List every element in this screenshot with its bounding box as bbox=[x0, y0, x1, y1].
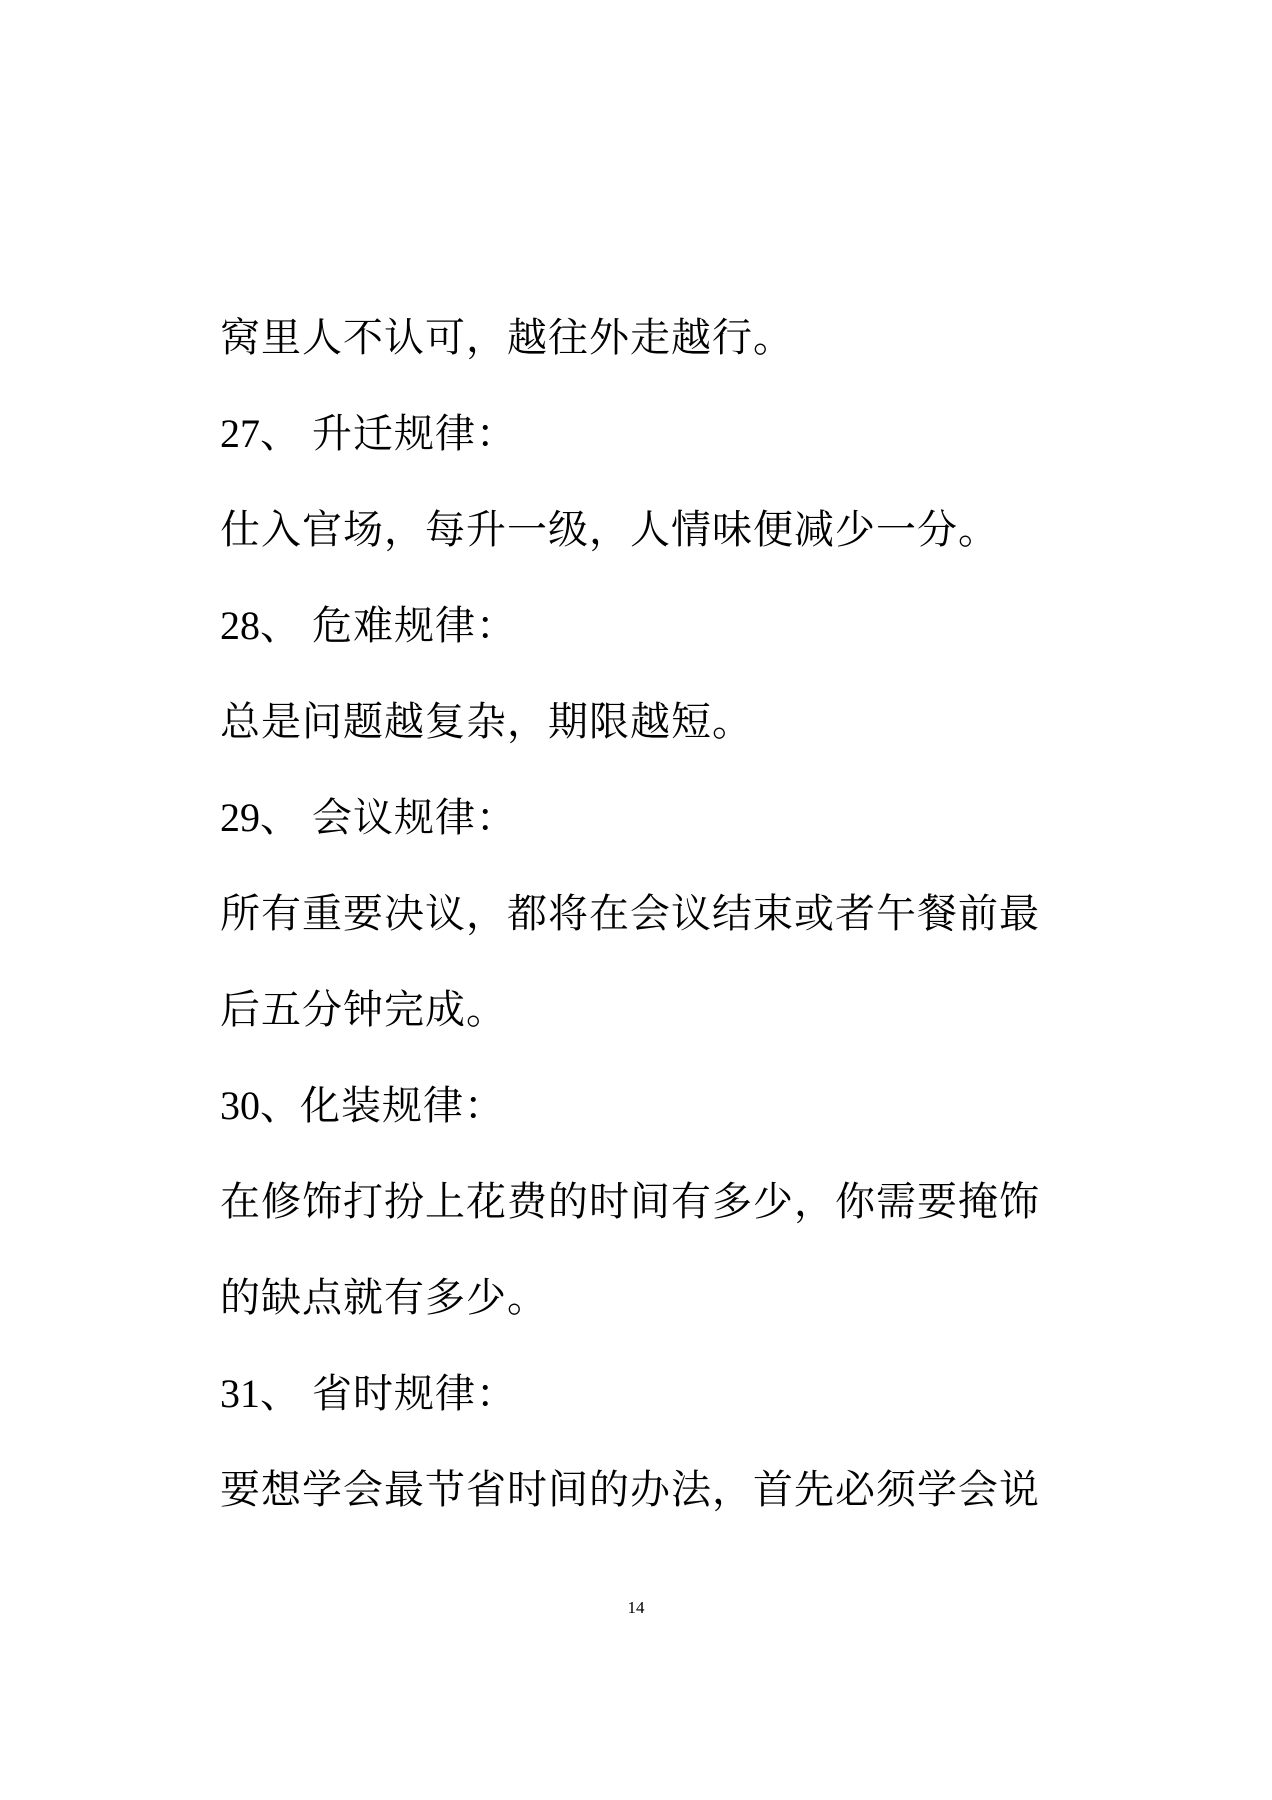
section-heading-27 bbox=[220, 386, 1080, 482]
section-title: 省时规律： bbox=[312, 1371, 517, 1417]
paragraph-line: 后五分钟完成。 bbox=[220, 987, 507, 1033]
section-title: 升迁规律： bbox=[312, 411, 517, 457]
section-title: 化装规律： bbox=[300, 1083, 505, 1129]
section-title: 危难规律： bbox=[312, 603, 517, 649]
section-number: 30 bbox=[220, 1083, 260, 1128]
page-number: 14 bbox=[627, 1598, 645, 1617]
paragraph-line: 要想学会最节省时间的办法，首先必须学会说 bbox=[220, 1467, 1040, 1513]
section-number: 27 bbox=[220, 411, 260, 456]
document-body bbox=[220, 290, 1080, 1538]
paragraph-line: 窝里人不认可，越往外走越行。 bbox=[220, 315, 794, 361]
paragraph-line: 总是问题越复杂，期限越短。 bbox=[220, 699, 753, 745]
section-separator: 、 bbox=[260, 411, 301, 457]
section-separator: 、 bbox=[260, 1083, 301, 1129]
paragraph-line: 所有重要决议，都将在会议结束或者午餐前最 bbox=[220, 891, 1040, 937]
section-title: 会议规律： bbox=[312, 795, 517, 841]
section-number: 28 bbox=[220, 603, 260, 648]
section-separator: 、 bbox=[260, 795, 301, 841]
section-number: 29 bbox=[220, 795, 260, 840]
section-separator: 、 bbox=[260, 1371, 301, 1417]
section-number: 31 bbox=[220, 1371, 260, 1416]
paragraph-line: 仕入官场，每升一级，人情味便减少一分。 bbox=[220, 507, 999, 553]
section-heading-28 bbox=[220, 578, 1080, 674]
paragraph-line: 在修饰打扮上花费的时间有多少，你需要掩饰 bbox=[220, 1179, 1040, 1225]
section-heading-30 bbox=[220, 1058, 1080, 1154]
section-separator: 、 bbox=[260, 603, 301, 649]
paragraph-line: 的缺点就有多少。 bbox=[220, 1275, 548, 1321]
section-heading-29 bbox=[220, 770, 1080, 866]
section-heading-31 bbox=[220, 1346, 1080, 1442]
